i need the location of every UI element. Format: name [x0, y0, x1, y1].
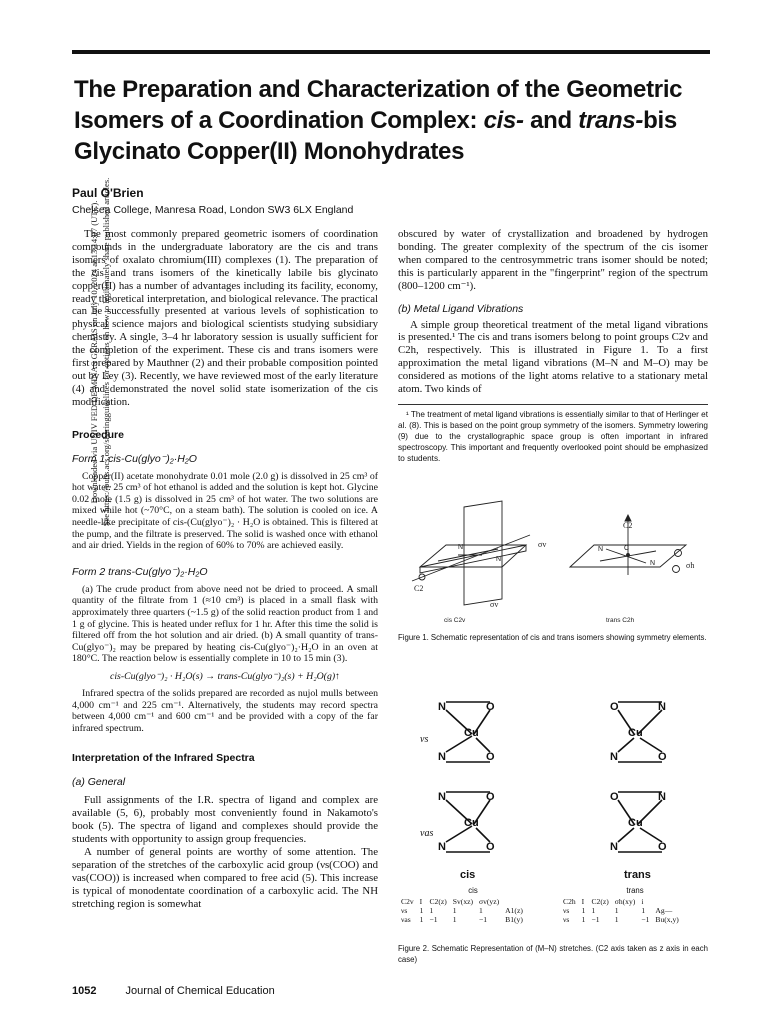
form1-paragraph: Copper(II) acetate monohydrate 0.01 mole (2.0 g) is dissolved in 25 cm³ of hot water. 25 cm³ of hot ethanol is added and the solution is kept hot. Glycine 0.02 mole (1.5 g) is dissolved in 25 cm³ of hot water. The two solutions are mixed while hot (~70°C, on a steam bath). The solution is cooled on ice. A needle-like precipitate of cis-(Cu(glyo⁻)₂ · H₂O is obtained. This is filtered at the pump, and the filtrate is preserved. The solid is washed once with ethanol and air dried. Yields in the region of 60% to 70% are achieved easily. — [72, 470, 378, 552]
figure-2-caption: Figure 2. Schematic Representation of (M–N) stretches. (C2 axis taken as z axis in each case) — [398, 944, 708, 964]
sharing-guidelines-line: See https://pubs.acs.org/sharingguidelines for options on how to legitimately share published articles. — [101, 177, 111, 527]
cis-character-table: cis C2v I C2(z) Sv(xz) σv(yz) νs 1 1 1 1 A1(z) νas 1 −1 1 −1 B1(y) — [398, 886, 548, 924]
continued-paragraph: obscured by water of crystallization and broadened by hydrogen bonding. The greater complexity of the spectrum of the cis isomer when compared to the centrosymmetric trans isomer should be noted; this is particularly apparent in the "fingerprint" region of the spectrum (800–1200 cm⁻¹). — [398, 228, 708, 292]
form1-heading: Form 1 cis-Cu(glyo⁻)₂·H₂O — [72, 452, 197, 465]
fig1-c2-top-label: C2 — [623, 521, 633, 530]
svg-text:O: O — [658, 751, 667, 763]
svg-text:O: O — [486, 701, 495, 713]
fig1-cis-label: cis C2v — [444, 617, 466, 624]
svg-text:N: N — [438, 841, 446, 853]
footnote — [398, 404, 708, 464]
metal-ligand-heading: (b) Metal Ligand Vibrations — [398, 302, 524, 315]
svg-text:Cu: Cu — [464, 727, 479, 739]
page-footer — [72, 985, 275, 997]
svg-text:N: N — [610, 751, 618, 763]
svg-text:C: C — [624, 545, 630, 552]
interpretation-heading: Interpretation of the Infrared Spectra — [72, 752, 255, 765]
journal-name: Journal of Chemical Education — [125, 985, 275, 997]
form2-paragraph: (a) The crude product from above need not be dried to proceed. A small quantity of the filtrate from 1 (≈10 cm³) is placed in a small flask with approximately three quarters (~1.5 g) of the solid reaction product from 1 and 1 g of glycine. This is heated under reflux for 1 hr. After this time the solid is filtered off from the hot solution and air dried. (b) A small quantity of trans-Cu(glyo⁻)₂ may be prepared by heating cis-Cu(glyo⁻)₂·H₂O in an oven at 180°C. The reaction below is essentially complete in 10 to 15 min (3). — [72, 583, 378, 665]
svg-text:N: N — [438, 791, 446, 803]
form2-heading: Form 2 trans-Cu(glyo⁻)₂·H₂O — [72, 565, 208, 578]
general-paragraph-1: Full assignments of the I.R. spectra of ligand and complex are available (5, 6), probably most conveniently found in Nakamoto's book (5). The spectra of ligand and complexes should provide the students with opportunity to assign group frequencies. — [72, 794, 378, 846]
svg-text:N: N — [438, 751, 446, 763]
download-notice-line: Downloaded via UNIV FED DE MINAS GERAIS on July 10, 2024 at 13:14:07 (UTC). — [89, 200, 99, 504]
fig1-sigma-h-label: σh — [686, 561, 695, 570]
svg-text:N: N — [650, 560, 656, 567]
fig2-nu-as-label: νas — [420, 828, 434, 839]
top-rule — [72, 50, 710, 54]
fig1-sigma-v2-label: σv — [490, 600, 499, 609]
trans-table-title: trans — [626, 886, 644, 895]
fig1-c2-left-label: C2 — [414, 584, 424, 593]
footnote-text: ¹ The treatment of metal ligand vibrations is essentially similar to that of Herlinger et al. (8). This is based on the point group symmetry of the isomers. Symmetry lowering (9) due to the crystallographic space group is often important in infrared spectroscopy. This important and frequently overlooked point should be emphasized to students. — [398, 409, 709, 463]
svg-text:N: N — [458, 544, 464, 551]
metal-ligand-paragraph: A simple group theoretical treatment of the metal ligand vibrations is presented.¹ The cis and trans isomers belong to point groups C2v and C2h, respectively. This is illustrated in Figure 1. To a first approximation the metal ligand vibrations (M–N and M–O) may be considered as motions of the light atoms relative to a stationary metal atom. Two kinds of — [398, 318, 708, 396]
fig1-trans-label: trans C2h — [606, 617, 635, 624]
svg-text:N: N — [658, 701, 666, 713]
author-name: Paul O'Brien — [72, 186, 144, 200]
svg-text:O: O — [658, 841, 667, 853]
intro-paragraph: The most commonly prepared geometric isomers of coordination compounds in the undergraduate laboratory are the cis and trans isomers of oxalato chromium(III) complexes (1). The preparation of the cis and trans isomers of the kinetically labile bis glycinato copper(II) has a number of advantages including its facility, economy, ready theoretical interpretation, and biological relevance. The practical can be successfully presented at various levels of sophistication to physical science majors and biological scientists studying subsidiary chemistry. A single, 3–4 hr laboratory session is usually sufficient for the completion of the experiment. These cis and trans isomers were first prepared by Mauthner (2) and their probable composition pointed out by Ley (3). Recently, we have reviewed most of the early literature (4) and demonstrated the novel solid state isomerization of the cis modification. — [72, 228, 378, 408]
fig2-trans-label: trans — [624, 869, 651, 881]
svg-text:N: N — [438, 701, 446, 713]
fig1-sigma-v1-label: σv — [538, 540, 547, 549]
svg-text:O: O — [486, 841, 495, 853]
svg-text:O: O — [486, 751, 495, 763]
procedure-heading: Procedure — [72, 428, 124, 441]
figure-2-stretch-diagram — [398, 690, 710, 890]
general-heading: (a) General — [72, 776, 126, 789]
svg-text:Cu: Cu — [628, 817, 643, 829]
page-number: 1052 — [72, 985, 97, 997]
svg-text:Cu: Cu — [464, 817, 479, 829]
cis-table-title: cis — [468, 886, 478, 895]
svg-text:N: N — [610, 841, 618, 853]
svg-text:N: N — [658, 791, 666, 803]
svg-text:N: N — [598, 546, 604, 553]
right-column — [398, 228, 708, 464]
trans-character-table: trans C2h I C2(z) σh(xy) i νs 1 1 1 1 Ag— νs 1 −1 1 −1 Bu(x,y) — [560, 886, 710, 924]
svg-text:O: O — [610, 701, 619, 713]
svg-text:N: N — [496, 556, 502, 563]
figure-1-symmetry-diagram — [398, 495, 710, 630]
ir-paragraph: Infrared spectra of the solids prepared are recorded as nujol mulls between 4,000 cm⁻¹ and 225 cm⁻¹. Alternatively, the students may record spectra between 4,000 cm⁻¹ and 600 cm⁻¹ and be provided with a copy of the far infrared spectrum. — [72, 688, 378, 734]
svg-text:Cu: Cu — [628, 727, 643, 739]
fig2-cis-label: cis — [460, 869, 476, 881]
author-affiliation: Chelsea College, Manresa Road, London SW3 6LX England — [72, 204, 354, 216]
general-paragraph-2: A number of general points are worthy of some attention. The separation of the stretches of the carboxylic acid group (νs(COO) and νas(COO)) is increased when compared to free acid (5). This increase is typical of monodentate coordination of a carboxylic acid. The NH stretching region is somewhat — [72, 846, 378, 910]
svg-text:O: O — [610, 791, 619, 803]
figure-1-caption: Figure 1. Schematic representation of cis and trans isomers showing symmetry elements. — [398, 633, 707, 642]
fig2-nu-s-label: νs — [420, 734, 429, 745]
left-column — [72, 228, 378, 911]
svg-text:O: O — [486, 791, 495, 803]
isomerization-equation: cis-Cu(glyo⁻)₂ · H₂O(s) → trans-Cu(glyo⁻)₂(s) + H₂O(g)↑ — [109, 671, 341, 682]
article-title: The Preparation and Characterization of the Geometric Isomers of a Coordination Complex: cis- and trans-bis Glycinato Copper(II) Monohydrates — [74, 76, 683, 165]
